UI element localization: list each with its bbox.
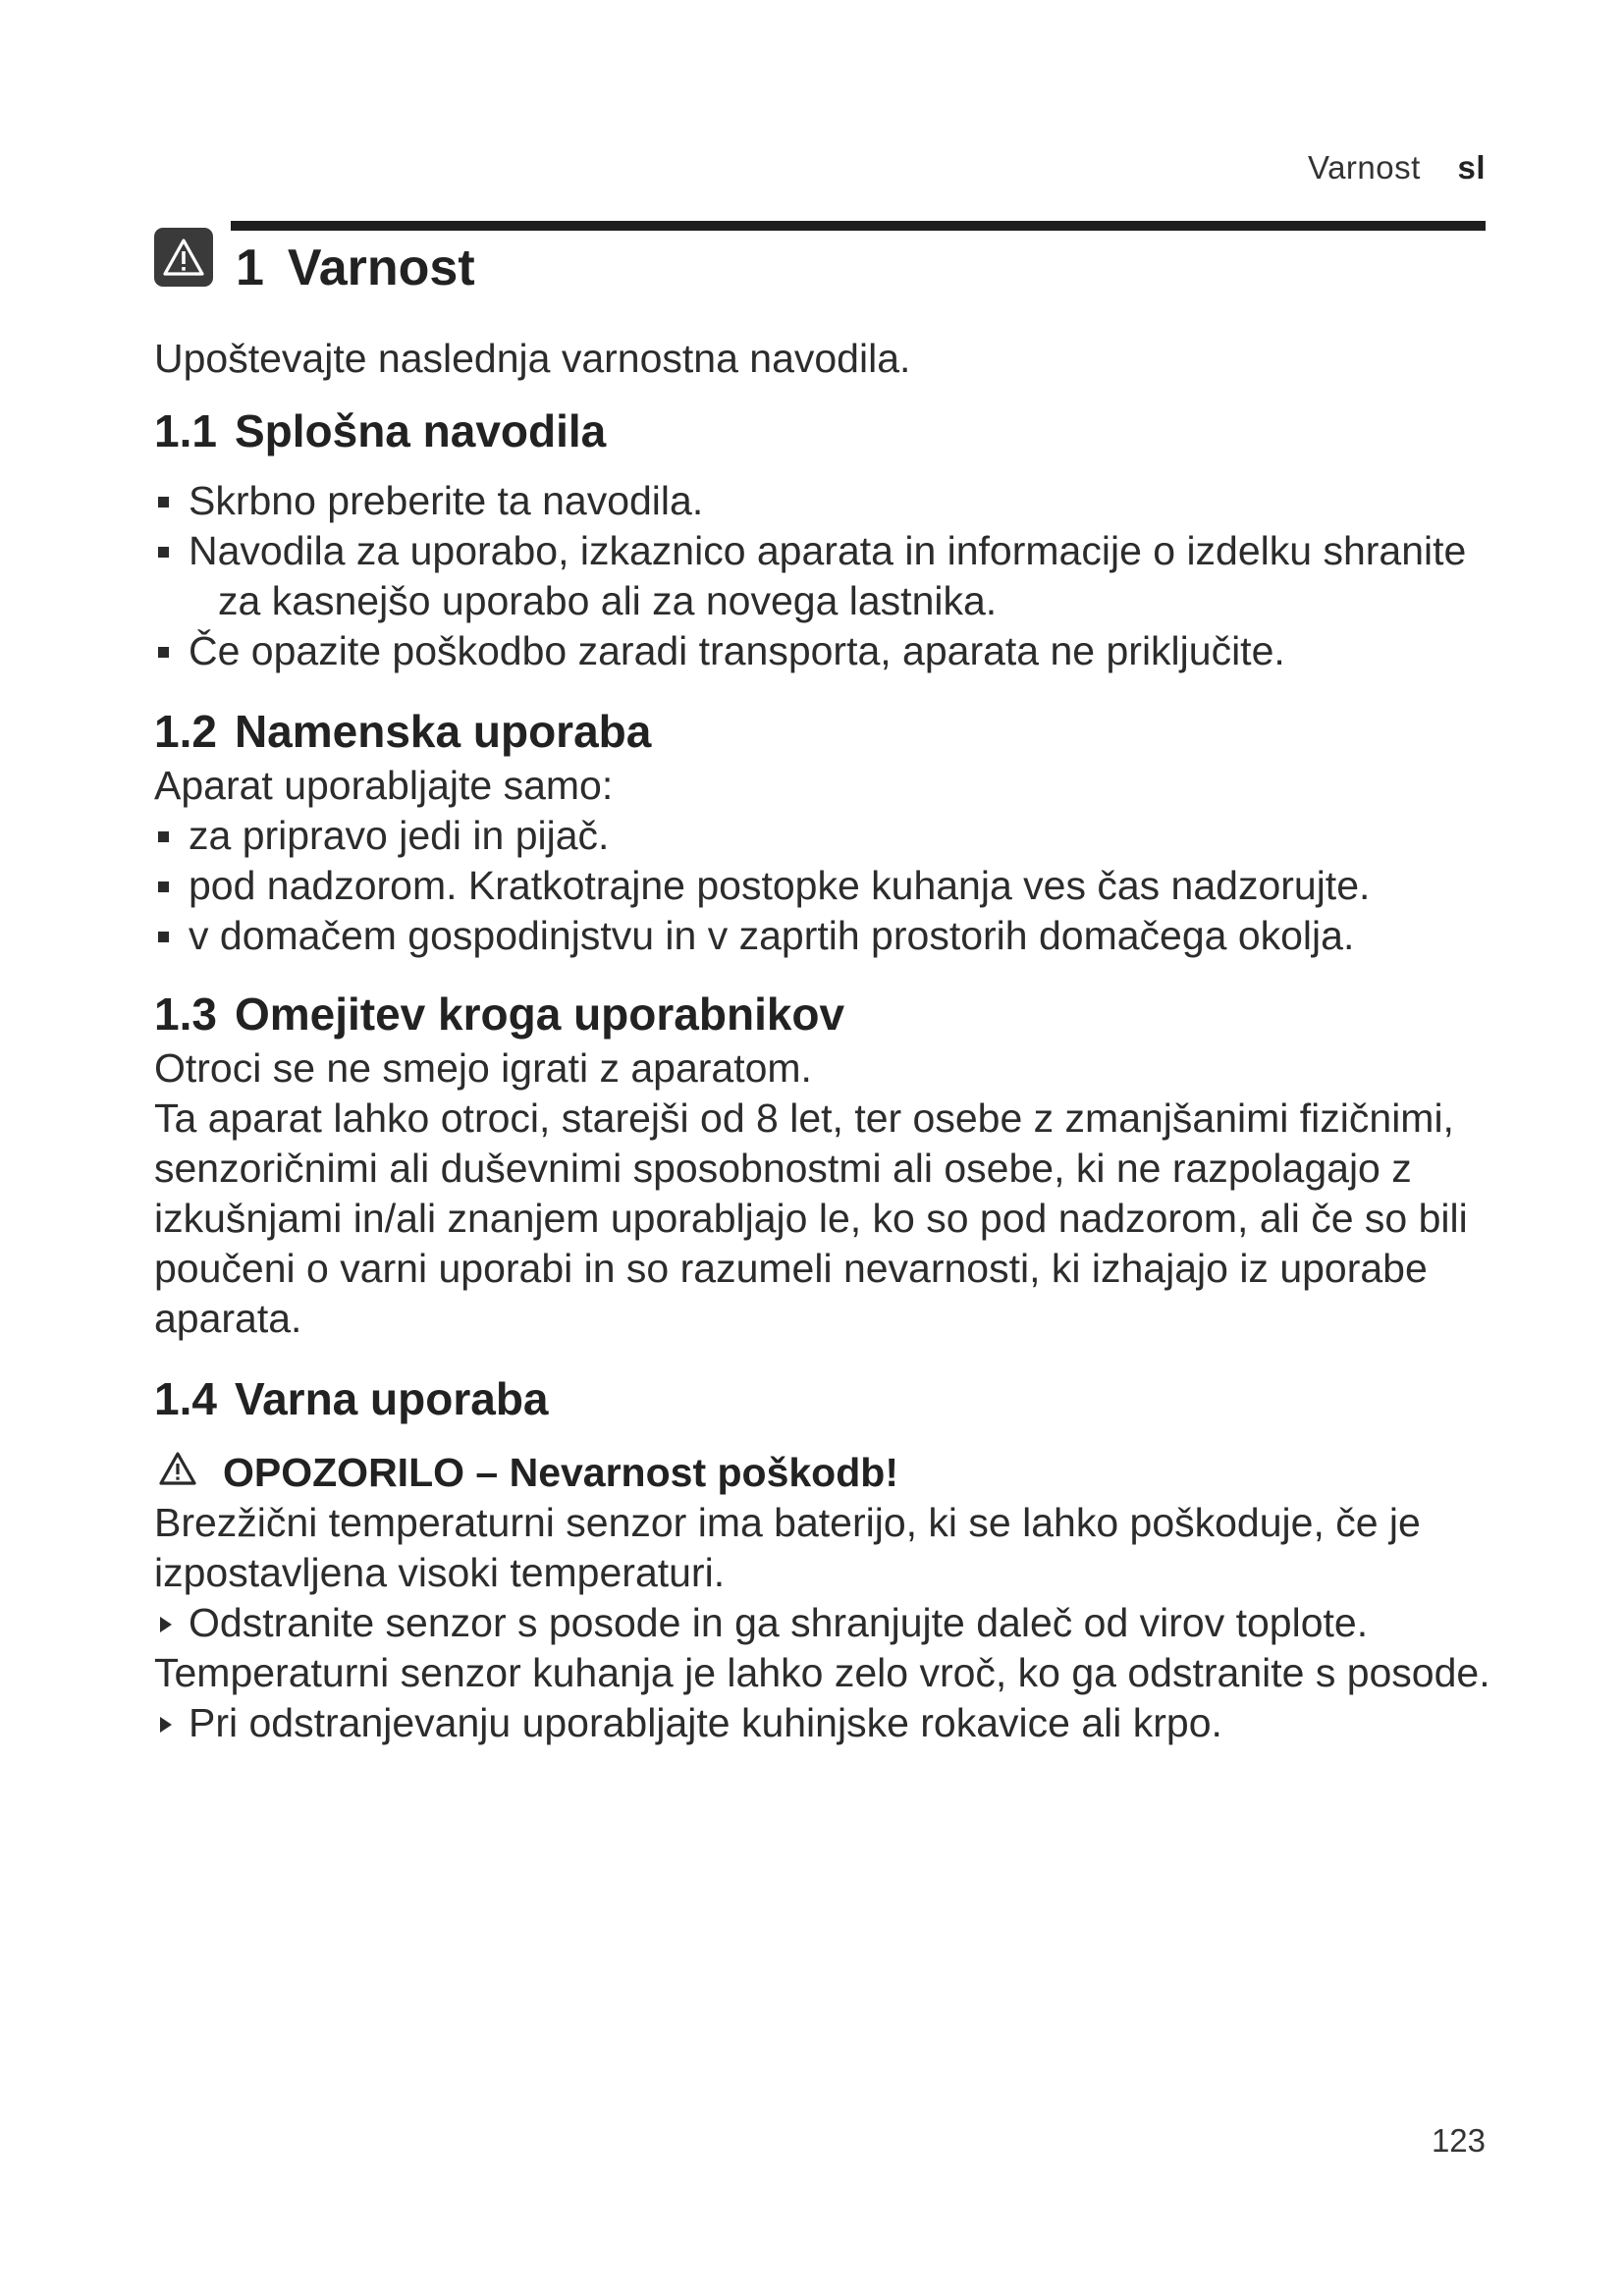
chapter-title [236,239,475,297]
list-item [154,811,1509,861]
intended-use-intro: Aparat uporabljajte samo: [154,763,614,808]
section-title: Splošna navodila [234,405,607,456]
list-item [154,1698,1509,1748]
section-number: 1.2 [154,706,217,757]
section-heading-1-3 [154,985,1509,1043]
section-heading-1-1 [154,401,1509,460]
user-restriction-p1: Otroci se ne smejo igrati z aparatom. [154,1045,812,1091]
arrow-bullet-icon [160,1717,172,1733]
list-item [154,861,1509,911]
running-header-section: Varnost [1308,149,1421,186]
user-restriction-p2: Ta aparat lahko otroci, starejši od 8 let, ter osebe z zmanjšanimi fizičnimi, senzoričnimi ali duševnimi sposobnostmi ali osebe, ki ne razpolagajo z izkušnjami in/ali znanjem uporabljajo le, ko so pod nadzorom, ali če so bili poučeni o varni uporabi in so razumeli nevarnosti, ki izhajajo iz uporabe aparata. [154,1095,1468,1341]
bullet-square-icon [158,881,169,892]
warning-p2: Temperaturni senzor kuhanja je lahko zelo vroč, ko ga odstranite s posode. [154,1650,1490,1695]
chapter-warning-icon [154,228,213,287]
warning-p1: Brezžični temperaturni senzor ima baterijo, ki se lahko poškoduje, če je izpostavljena visoki temperaturi. [154,1500,1421,1595]
list-item-text: v domačem gospodinjstvu in v zaprtih prostorih domačega okolja. [189,913,1355,958]
section-number: 1.1 [154,405,217,456]
title-rule [231,221,1486,231]
list-item [154,1598,1509,1648]
section-number: 1.3 [154,988,217,1040]
list-item-text: Skrbno preberite ta navodila. [189,478,704,523]
chapter-title-text: Varnost [287,240,475,296]
list-item [154,911,1509,961]
warning-step-2 [154,1698,1509,1748]
running-header-lang: sl [1457,149,1486,186]
list-item [154,626,1509,676]
bullet-square-icon [158,647,169,658]
section-title: Omejitev kroga uporabnikov [234,988,845,1040]
section-title: Varna uporaba [234,1373,549,1424]
warning-title: OPOZORILO – Nevarnost poškodb! [223,1450,898,1495]
warning-triangle-icon [158,1448,197,1498]
running-header [1308,149,1486,187]
bullet-square-icon [158,932,169,942]
list-item [154,526,1509,626]
section-title: Namenska uporaba [234,706,652,757]
list-item-text: pod nadzorom. Kratkotrajne postopke kuhanja ves čas nadzorujte. [189,863,1371,908]
list-item-text: za pripravo jedi in pijač. [189,813,610,858]
list-item-text: Pri odstranjevanju uporabljajte kuhinjske rokavice ali krpo. [189,1700,1222,1745]
arrow-bullet-icon [160,1617,172,1632]
bullet-square-icon [158,497,169,507]
chapter-number: 1 [236,240,264,296]
chapter-intro: Upoštevajte naslednja varnostna navodila. [154,336,911,381]
list-item [154,476,1509,526]
section-heading-1-2 [154,702,1509,761]
page-number: 123 [1431,2122,1486,2159]
section-heading-1-4 [154,1369,1509,1428]
page-content [154,334,1509,1748]
list-item-text: Navodila za uporabo, izkaznico aparata in informacije o izdelku shranite za kasnejšo uporabo ali za novega lastnika. [189,528,1467,623]
bullet-square-icon [158,831,169,842]
warning-heading [154,1448,1509,1498]
section-number: 1.4 [154,1373,217,1424]
bullet-square-icon [158,547,169,558]
intended-use-list [154,811,1509,961]
general-instructions-list [154,476,1509,676]
warning-step-1 [154,1598,1509,1648]
list-item-text: Odstranite senzor s posode in ga shranjujte daleč od virov toplote. [189,1600,1369,1645]
list-item-text: Če opazite poškodbo zaradi transporta, aparata ne priključite. [189,628,1285,673]
